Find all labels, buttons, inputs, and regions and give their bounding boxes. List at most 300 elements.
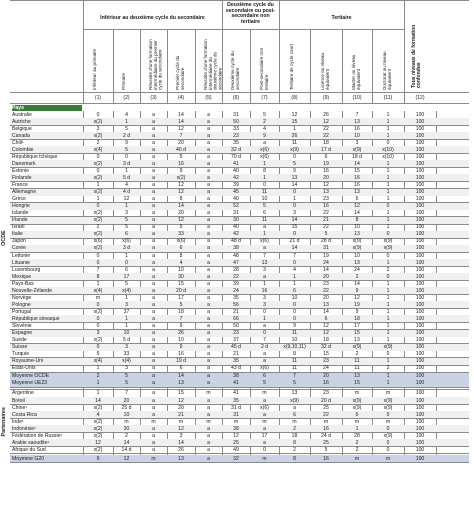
- section-label-partners: Partenaires: [1, 406, 7, 437]
- table-cell: 100: [415, 280, 425, 287]
- table-cell: 12: [178, 125, 184, 132]
- column-number-6: (6): [232, 95, 240, 101]
- table-cell: 18: [178, 308, 184, 315]
- table-cell: a: [263, 351, 266, 358]
- table-cell: a: [152, 301, 155, 308]
- table-cell: 100: [415, 132, 425, 139]
- table-cell: 1: [96, 280, 100, 287]
- table-cell: 1: [386, 280, 390, 287]
- table-cell: 33: [123, 351, 130, 358]
- table-cell: 24: [323, 259, 329, 266]
- column-number-5: (5): [205, 95, 212, 101]
- table-cell: x(2): [93, 118, 103, 125]
- table-cell: 18: [323, 337, 329, 344]
- table-cell: a: [152, 273, 155, 280]
- table-cell: 13: [291, 174, 298, 181]
- table-cell: 2: [96, 373, 100, 380]
- column-header-10: Master ou niveau équivalent: [351, 54, 361, 90]
- row-label: Portugal: [12, 308, 31, 315]
- table-cell: 6: [179, 245, 183, 252]
- table-cell: 14: [354, 280, 360, 287]
- column-number-12: (12): [415, 95, 425, 101]
- table-cell: x(10): [382, 153, 394, 160]
- table-cell: 4: [125, 182, 128, 188]
- table-cell: 0: [293, 231, 296, 238]
- table-cell: a: [152, 132, 155, 139]
- table-cell: 21: [233, 308, 239, 315]
- table-cell: 20: [323, 294, 329, 301]
- table-cell: x(4): [122, 287, 131, 294]
- column-header-4: Premier cycle du secondaire: [175, 55, 185, 90]
- row-label: Moyenne UE23: [12, 380, 48, 387]
- column-number-2: (2): [123, 95, 130, 101]
- table-cell: 32 d: [321, 344, 331, 351]
- group-rule-upper: [222, 29, 279, 30]
- table-cell: m: [262, 455, 267, 462]
- table-cell: a: [207, 432, 210, 439]
- table-cell: 1: [293, 273, 296, 280]
- table-cell: a: [207, 266, 210, 273]
- table-cell: x(9): [383, 432, 393, 439]
- table-cell: 26: [178, 330, 184, 337]
- table-cell: a: [207, 139, 210, 146]
- table-cell: 6: [293, 411, 296, 418]
- table-cell: m: [178, 418, 184, 425]
- table-cell: a: [152, 139, 155, 146]
- table-cell: 13: [354, 118, 360, 125]
- table-cell: 31: [233, 210, 239, 217]
- table-cell: 14: [178, 118, 184, 125]
- table-cell: 3: [293, 210, 296, 217]
- table-cell: 32 d: [231, 146, 241, 153]
- table-cell: x(9): [383, 404, 393, 411]
- table-cell: x(2): [93, 425, 103, 432]
- table-cell: x(4): [93, 358, 103, 365]
- table-cell: 1: [125, 118, 128, 125]
- table-cell: 2: [355, 446, 359, 453]
- table-cell: 1: [263, 315, 266, 322]
- table-cell: 20: [323, 373, 329, 380]
- table-cell: a: [152, 238, 155, 245]
- table-cell: 23: [323, 390, 329, 397]
- table-cell: a: [263, 425, 266, 432]
- table-cell: 5: [96, 351, 100, 358]
- table-cell: a: [152, 373, 155, 380]
- table-cell: 100: [415, 111, 425, 118]
- table-cell: a: [207, 111, 210, 118]
- table-cell: a: [207, 455, 210, 462]
- table-cell: 35: [233, 358, 239, 365]
- row-label: Japon: [12, 238, 26, 245]
- table-cell: 10: [354, 224, 360, 231]
- table-cell: a: [207, 217, 210, 224]
- table-cell: 0: [293, 301, 296, 308]
- table-cell: x(10): [382, 146, 394, 153]
- table-cell: x(6): [260, 146, 269, 153]
- table-cell: a: [207, 280, 210, 287]
- table-cell: 100: [415, 344, 425, 351]
- table-cell: 15: [323, 351, 329, 358]
- table-cell: 100: [415, 252, 425, 259]
- table-cell: 21: [233, 351, 239, 358]
- table-cell: 100: [415, 315, 425, 322]
- table-cell: 43 d: [231, 365, 241, 372]
- table-cell: 100: [415, 189, 425, 196]
- table-cell: 26: [178, 446, 184, 453]
- table-cell: 38: [233, 373, 239, 380]
- table-cell: 14: [354, 160, 360, 167]
- table-cell: 9: [179, 167, 183, 174]
- table-cell: m: [262, 390, 267, 397]
- table-cell: a: [152, 308, 155, 315]
- table-cell: 13: [291, 390, 298, 397]
- table-cell: 2: [96, 139, 100, 146]
- table-cell: 100: [415, 446, 425, 453]
- table-cell: 12: [178, 425, 184, 432]
- row-label: Moyenne G20: [12, 455, 44, 462]
- table-cell: 1: [386, 160, 390, 167]
- table-cell: 11: [261, 189, 268, 196]
- table-cell: 6: [293, 287, 296, 294]
- table-cell: 39: [233, 182, 239, 188]
- table-cell: 100: [415, 224, 425, 231]
- row-label: Islande: [12, 210, 29, 217]
- table-cell: 0: [386, 446, 390, 453]
- table-cell: 50: [233, 118, 239, 125]
- table-cell: 2: [293, 446, 296, 453]
- table-cell: a: [152, 337, 155, 344]
- table-cell: 15: [354, 330, 360, 337]
- row-label: Finlande: [12, 174, 32, 181]
- table-cell: 16: [354, 125, 360, 132]
- table-cell: 8: [96, 273, 100, 280]
- header-col-divider: [342, 29, 343, 104]
- table-cell: 100: [415, 146, 425, 153]
- table-cell: 7: [293, 252, 296, 259]
- table-cell: x(9): [352, 238, 362, 245]
- table-cell: 1: [386, 259, 390, 266]
- table-cell: a: [207, 344, 210, 351]
- row-label: Colombie: [12, 146, 34, 153]
- table-cell: 100: [415, 118, 425, 125]
- table-cell: a: [152, 294, 155, 301]
- table-cell: 3: [125, 344, 128, 351]
- table-cell: 1: [386, 294, 390, 301]
- table-cell: 47: [233, 259, 239, 266]
- table-cell: 12: [323, 330, 329, 337]
- table-cell: m: [124, 418, 129, 425]
- table-cell: 45 d: [231, 344, 241, 351]
- table-cell: 100: [415, 380, 425, 387]
- table-cell: 38: [233, 245, 239, 252]
- table-cell: 14: [178, 111, 184, 118]
- header-vline-total: [404, 0, 405, 104]
- table-cell: 1: [386, 380, 390, 387]
- table-cell: 5: [263, 380, 266, 387]
- table-cell: 25: [323, 404, 329, 411]
- table-cell: a: [207, 245, 210, 252]
- table-cell: 11: [354, 358, 360, 365]
- table-cell: 12: [354, 294, 360, 301]
- table-cell: a: [207, 196, 210, 203]
- table-cell: 2: [355, 273, 359, 280]
- table-cell: 3: [125, 301, 128, 308]
- table-cell: 1: [386, 224, 390, 231]
- table-cell: 100: [415, 351, 425, 358]
- table-cell: a: [152, 446, 155, 453]
- table-cell: 100: [415, 139, 425, 146]
- table-cell: 9: [179, 344, 183, 351]
- table-cell: 5: [125, 146, 128, 153]
- table-cell: 100: [415, 125, 425, 132]
- table-cell: 15: [291, 118, 298, 125]
- table-cell: 0: [386, 273, 390, 280]
- table-cell: 1: [386, 167, 390, 174]
- table-cell: 15: [354, 380, 360, 387]
- table-cell: 8: [263, 167, 266, 174]
- table-cell: x(2): [93, 231, 103, 238]
- table-cell: 5: [324, 231, 328, 238]
- table-cell: 1: [125, 315, 128, 322]
- table-cell: 100: [415, 182, 425, 188]
- column-number-7: (7): [261, 95, 268, 101]
- table-cell: x(9): [290, 397, 299, 404]
- table-cell: 0: [96, 315, 100, 322]
- table-cell: m: [354, 418, 360, 425]
- table-cell: 13: [354, 259, 360, 266]
- table-cell: 9: [125, 139, 128, 146]
- table-cell: a: [152, 351, 155, 358]
- header-col-divider: [250, 29, 251, 104]
- table-cell: 20: [178, 210, 184, 217]
- row-label: Moyenne OCDE: [12, 373, 50, 380]
- table-cell: 18: [354, 315, 360, 322]
- table-cell: 1: [125, 167, 128, 174]
- table-cell: 100: [415, 174, 425, 181]
- table-cell: a: [263, 245, 266, 252]
- column-header-3: Réussite d'une formation intermédiaire du premier cycle du secondaire: [147, 39, 163, 90]
- table-cell: 100: [415, 432, 425, 439]
- table-cell: 100: [415, 397, 425, 404]
- table-cell: 16: [323, 203, 329, 210]
- table-cell: 5: [324, 446, 328, 453]
- table-cell: 17: [178, 294, 184, 301]
- table-cell: a: [207, 439, 210, 446]
- table-cell: 48 d: [231, 238, 241, 245]
- table-cell: 16: [323, 380, 329, 387]
- table-cell: 20 d: [176, 287, 186, 294]
- table-cell: 12: [323, 323, 329, 329]
- table-cell: 10: [123, 330, 130, 337]
- table-cell: 28 d: [321, 238, 331, 245]
- table-cell: 22: [323, 224, 329, 231]
- table-cell: 11: [291, 139, 298, 146]
- table-cell: a: [207, 259, 210, 266]
- table-cell: 22: [233, 273, 239, 280]
- table-cell: 100: [415, 196, 425, 203]
- table-cell: 100: [415, 418, 425, 425]
- group-header-tertiary: Tertiaire: [331, 15, 352, 21]
- table-cell: 6: [125, 231, 128, 238]
- table-cell: x(2): [93, 446, 103, 453]
- table-cell: 1: [386, 315, 390, 322]
- table-cell: 12: [323, 118, 329, 125]
- table-cell: a: [152, 380, 155, 387]
- table-cell: 8: [179, 252, 183, 259]
- table-cell: x(9): [383, 397, 393, 404]
- table-cell: 13: [178, 380, 184, 387]
- table-cell: 1: [386, 330, 390, 337]
- table-cell: m: [206, 390, 211, 397]
- table-cell: 1: [386, 217, 390, 224]
- table-cell: 16: [178, 351, 184, 358]
- table-cell: 1: [386, 182, 390, 188]
- table-cell: 3: [125, 365, 128, 372]
- table-cell: 7: [179, 315, 183, 322]
- column-number-4: (4): [177, 95, 185, 101]
- table-cell: x(6): [122, 238, 131, 245]
- table-cell: 0: [386, 351, 390, 358]
- table-cell: 23: [233, 330, 239, 337]
- row-label: Chili¹: [12, 139, 24, 146]
- table-cell: a: [152, 404, 155, 411]
- table-cell: 100: [415, 203, 425, 210]
- column-number-9: (9): [322, 95, 330, 101]
- table-cell: m: [385, 418, 391, 425]
- group-header-lower-secondary: Inférieur au deuxième cycle du secondaire: [100, 15, 205, 21]
- table-cell: a: [207, 189, 210, 196]
- table-cell: x(2): [93, 432, 103, 439]
- table-cell: 100: [415, 301, 425, 308]
- table-cell: x(4): [122, 358, 131, 365]
- table-cell: 12: [178, 217, 184, 224]
- table-cell: 0: [96, 252, 100, 259]
- table-cell: a: [207, 231, 210, 238]
- table-cell: a: [207, 446, 210, 453]
- table-cell: x(4): [93, 287, 103, 294]
- table-cell: x(2): [176, 174, 186, 181]
- table-cell: 12: [123, 196, 130, 203]
- header-vline-tertiary: [279, 0, 280, 104]
- table-cell: 70 d: [231, 153, 241, 160]
- row-label: Danemark: [12, 160, 36, 167]
- table-cell: a: [152, 224, 155, 231]
- table-cell: 9: [263, 132, 266, 139]
- table-cell: a: [152, 266, 155, 273]
- row-label: Brésil: [12, 397, 25, 404]
- table-cell: 1: [125, 252, 128, 259]
- table-cell: 8: [355, 217, 359, 224]
- table-cell: a: [207, 380, 210, 387]
- group-header-upper-secondary: Deuxième cycle du secondaire ou post-secondaire non tertiaire: [225, 2, 276, 25]
- table-cell: 100: [415, 160, 425, 167]
- table-cell: x(2): [93, 210, 103, 217]
- table-cell: 40: [233, 224, 239, 231]
- table-cell: 32: [233, 455, 239, 462]
- table-cell: 3: [96, 330, 100, 337]
- row-label: Turquie: [12, 351, 30, 358]
- table-cell: a: [207, 210, 210, 217]
- table-cell: 16: [354, 174, 360, 181]
- table-cell: 1: [386, 337, 390, 344]
- table-cell: 13: [178, 455, 184, 462]
- table-cell: 13: [261, 259, 268, 266]
- table-cell: 1: [386, 132, 390, 139]
- table-cell: 24: [323, 365, 329, 372]
- table-cell: a: [152, 397, 155, 404]
- table-cell: a: [207, 160, 210, 167]
- table-cell: x(6): [260, 404, 269, 411]
- table-cell: 14: [95, 397, 101, 404]
- row-label: Norvège: [12, 294, 32, 301]
- table-cell: a: [152, 287, 155, 294]
- table-cell: 8: [179, 196, 183, 203]
- table-cell: x(9): [352, 344, 362, 351]
- table-cell: m: [354, 390, 360, 397]
- column-number-3: (3): [150, 95, 157, 101]
- table-cell: 1: [355, 425, 359, 432]
- table-cell: 14: [291, 182, 298, 188]
- table-cell: 16: [323, 167, 329, 174]
- table-cell: 0: [96, 203, 100, 210]
- table-cell: a: [207, 203, 210, 210]
- table-cell: 1: [96, 390, 100, 397]
- table-cell: a: [207, 315, 210, 322]
- table-cell: m: [292, 418, 297, 425]
- table-cell: 14: [291, 217, 298, 224]
- table-cell: 3: [263, 294, 266, 301]
- row-label: République tchèque: [12, 153, 58, 160]
- table-cell: 11: [291, 358, 298, 365]
- table-cell: 25: [323, 439, 329, 446]
- table-cell: 2: [125, 432, 128, 439]
- table-cell: 9: [355, 308, 359, 315]
- table-cell: a: [152, 182, 155, 188]
- table-cell: 10: [291, 294, 298, 301]
- table-cell: a: [152, 167, 155, 174]
- table-cell: a: [207, 167, 210, 174]
- table-cell: a: [207, 287, 210, 294]
- table-cell: 17: [354, 323, 360, 329]
- table-cell: 100: [415, 259, 425, 266]
- table-cell: 0: [96, 167, 100, 174]
- table-cell: 20: [178, 139, 184, 146]
- row-label: États-Unis: [12, 365, 36, 372]
- table-cell: x(4): [93, 146, 103, 153]
- table-cell: 39: [233, 280, 239, 287]
- table-cell: m: [354, 455, 360, 462]
- table-cell: 0: [263, 330, 266, 337]
- table-cell: 6: [125, 266, 128, 273]
- header-vline-left: [83, 0, 84, 104]
- table-cell: 14: [323, 308, 329, 315]
- table-cell: 42: [233, 231, 239, 238]
- table-cell: 6: [324, 153, 328, 160]
- table-cell: 23: [233, 132, 239, 139]
- table-cell: a: [207, 373, 210, 380]
- table-cell: a: [152, 425, 155, 432]
- table-cell: 0: [386, 411, 390, 418]
- table-cell: 7: [263, 337, 266, 344]
- table-cell: 1: [386, 210, 390, 217]
- table-cell: 30: [123, 425, 130, 432]
- table-cell: 2: [263, 118, 266, 125]
- table-cell: 50: [233, 323, 239, 329]
- table-cell: 1: [263, 280, 266, 287]
- table-cell: 0: [293, 203, 296, 210]
- table-cell: 0: [263, 308, 266, 315]
- table-cell: 0: [386, 439, 390, 446]
